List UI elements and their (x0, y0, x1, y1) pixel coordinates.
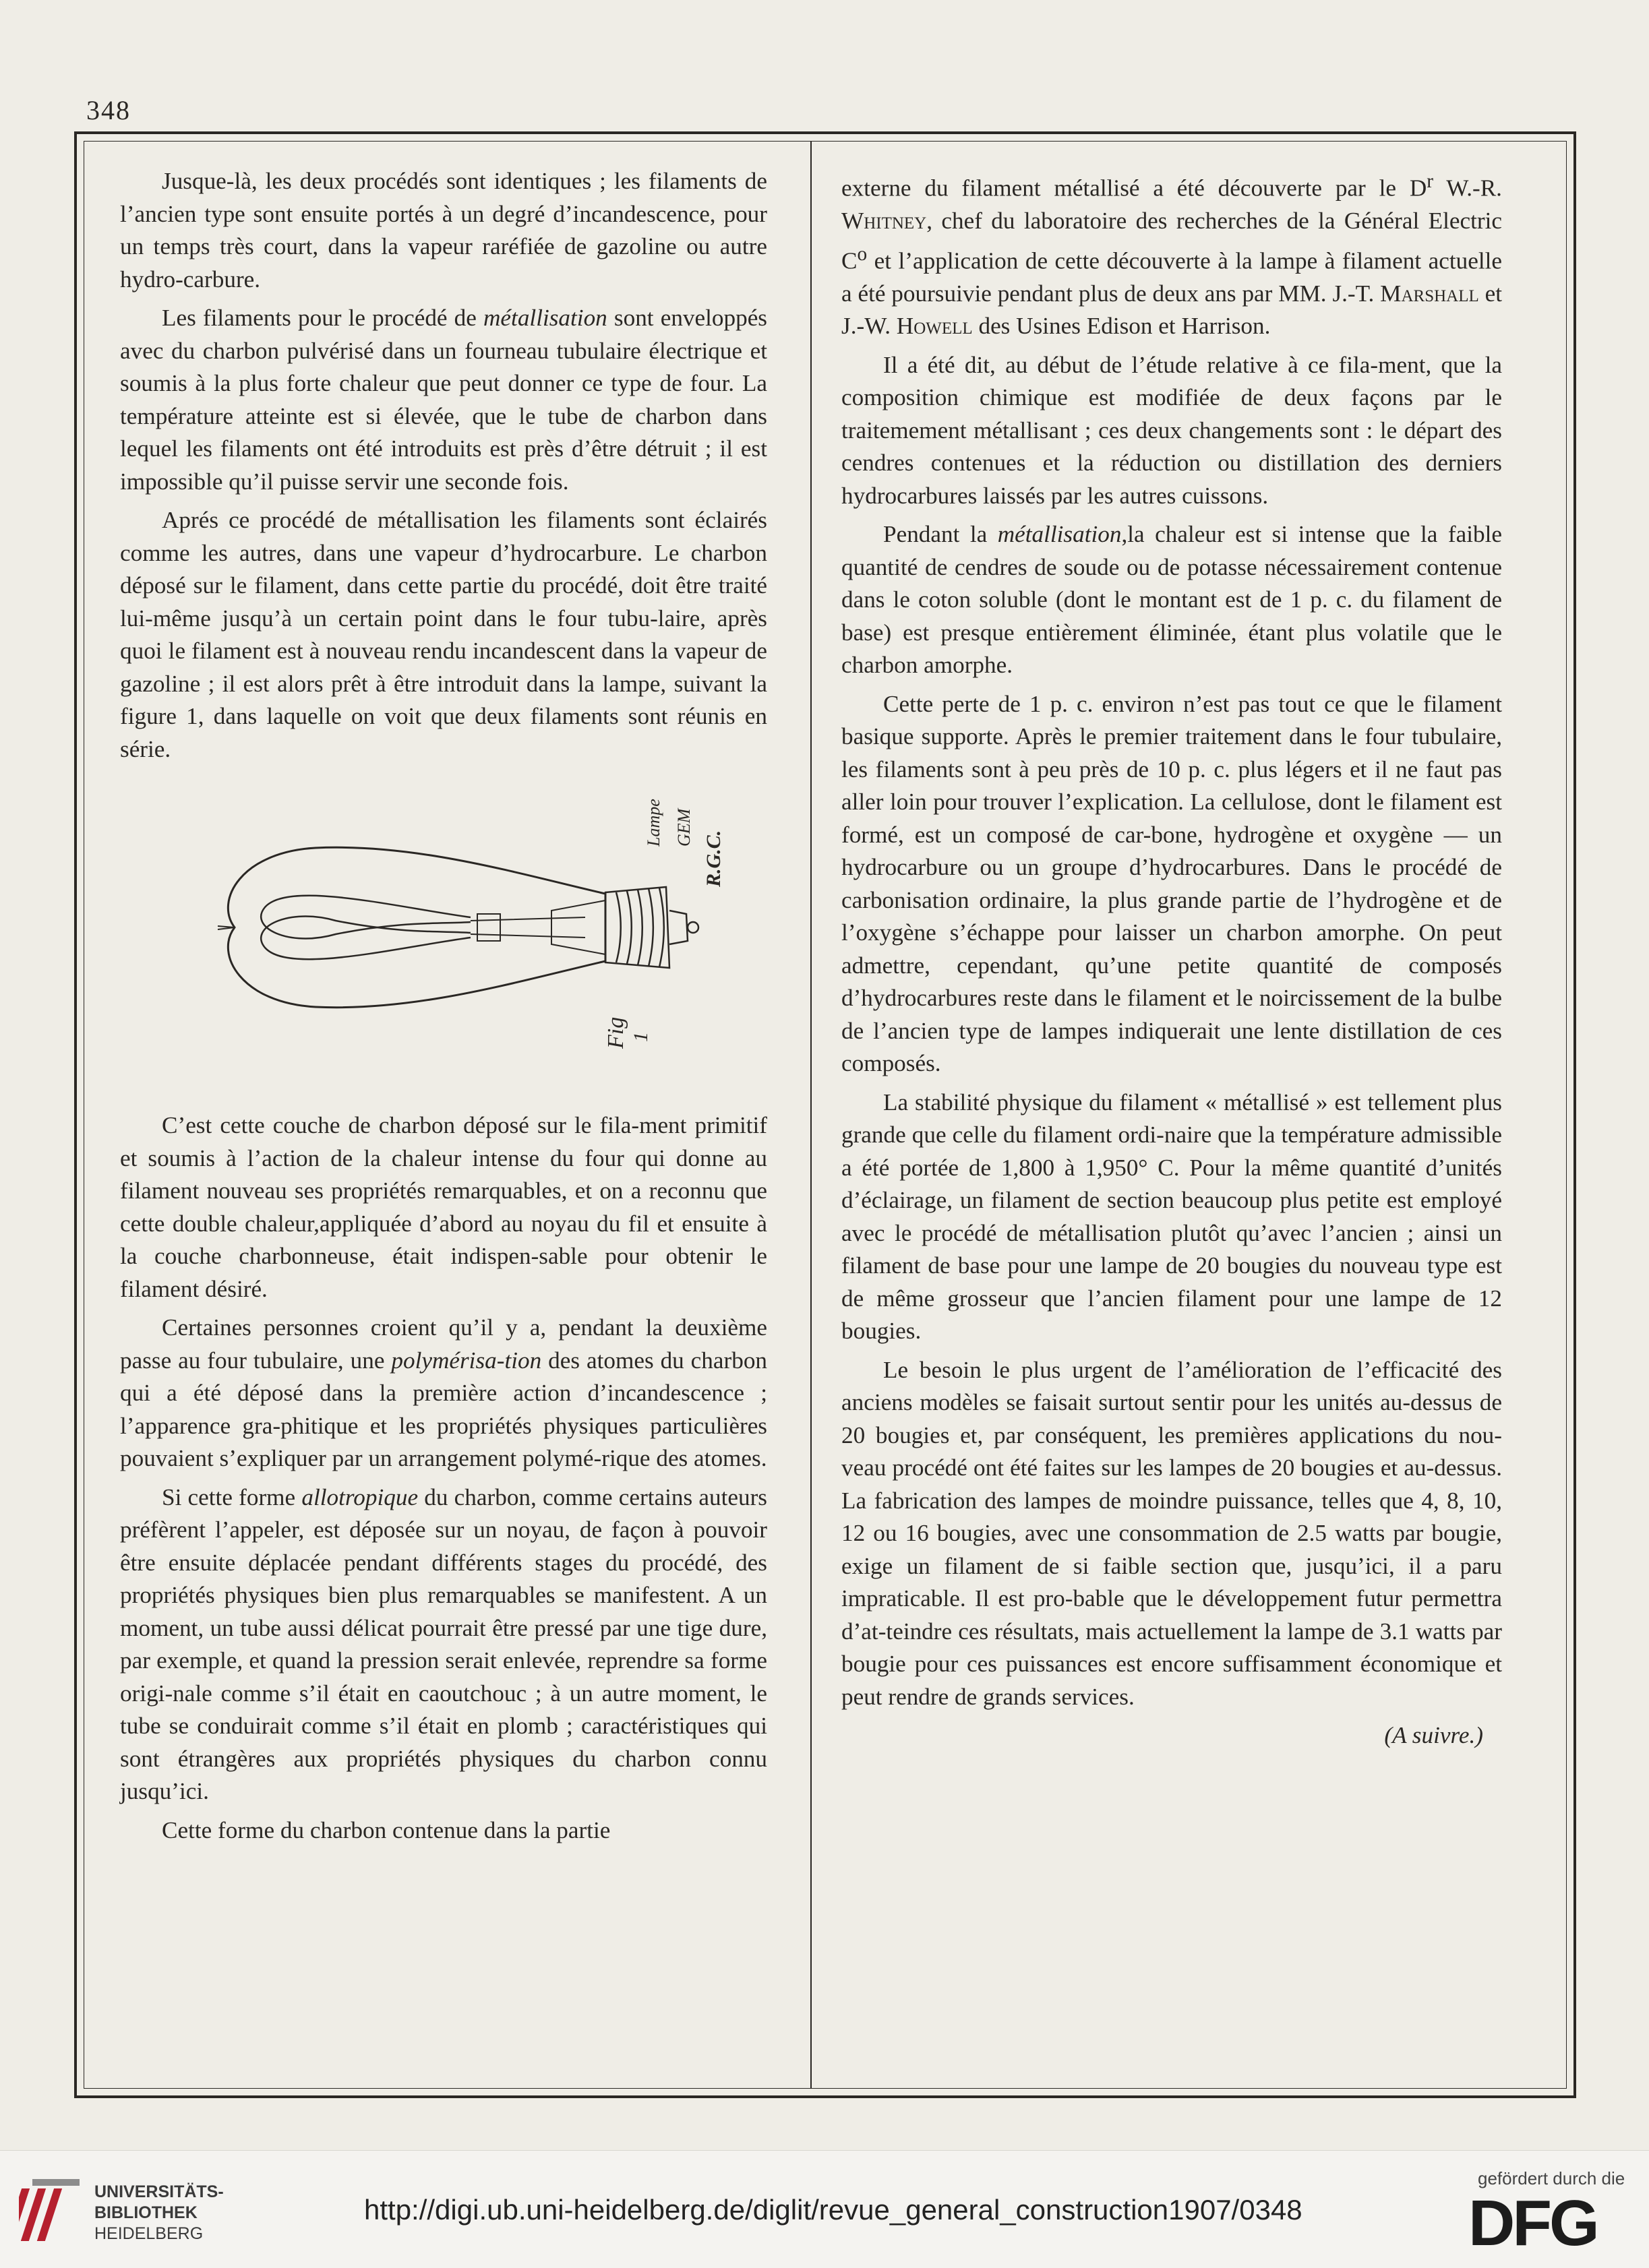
right-paragraph-3: Pendant la métallisation,la chaleur est si intense que la faible quantité de cendres de soude ou de potasse nécessairement contenue dans le coton soluble (dont le montant est de 1 p. c. du filament de base) est presque entièrement éliminée, étant plus volatile que le charbon amorphe. (841, 521, 1502, 679)
page-number: 348 (86, 95, 131, 125)
right-column (841, 165, 1502, 1752)
left-paragraph-7: Cette forme du charbon contenue dans la partie (162, 1816, 611, 1843)
small-caps-name: Howell (896, 313, 973, 340)
column-divider (810, 141, 812, 2089)
filament-clamp (477, 914, 500, 941)
label-fig-number: 1 (630, 1032, 652, 1042)
bulb-neck (551, 900, 605, 954)
dfg-logo-icon (1468, 2193, 1623, 2253)
bulb-tip (218, 926, 235, 929)
label-fig: Fig (603, 1016, 628, 1049)
label-lampe: Lampe (644, 799, 663, 847)
right-paragraph-4: Cette perte de 1 p. c. environ n’est pas tout ce que le filament basique supporte. Après le premier traitement dans le four tubulaire, les filaments sont à peu près de 10 p. c. plus légers et il ne faut pas aller loin pour trouver l’explication. La cellulose, dont le filament est formé, est un composé de car-bone, hydrogène et oxygène — un hydrocarbure ou un groupe d’hydrocarbures. Dans le procédé de carbonisation ordinaire, la plus grande partie de l’hydrogène et de l’oxygène s’échappe pour laisser un charbon amorphe. On peut admettre, cependant, qu’une petite quantité de composés d’hydrocarbures reste dans le filament et le noircissement de la bulbe de l’ancien type de lampes indiquerait une lente distillation de ces composés. (841, 690, 1502, 1077)
small-caps-name: Whitney (841, 208, 927, 235)
italic-term: allotropique (301, 1483, 419, 1510)
left-paragraph-6: Si cette forme allotropique du charbon, comme certains auteurs préfèrent l’appeler, est déposée sur un noyau, de façon à pouvoir être ensuite déplacée pendant différents stages du procédé, des propriétés physiques bien plus remarquables se manifestent. A un moment, un tube aussi délicat pourrait être pressé par une tige dure, par exemple, et quand la pression serait enlevée, reprendre sa forme origi-nale comme s’il était en caoutchouc ; à un autre moment, le tube se conduirait comme s’il était en plomb ; caractéristiques qui sont étrangères aux propriétés physiques du charbon connu jusqu’ici. (120, 1483, 767, 1804)
filament-leads (471, 917, 585, 938)
screw-base (605, 887, 698, 968)
sponsor-text: gefördert durch die (1478, 2168, 1625, 2188)
lamp-drawing (120, 793, 767, 1076)
permalink-url[interactable]: http://digi.ub.uni-heidelberg.de/diglit/revue_general_construction1907/0348 (364, 2194, 1302, 2226)
left-paragraph-1: Jusque-là, les deux procédés sont identiques ; les filaments de l’ancien type sont ensuite portés à un degré d’incandescence, pour un temps très court, dans la vapeur raréfiée de gazoline ou autre hydro-carbure. (120, 168, 767, 293)
italic-term: métallisation (483, 305, 607, 331)
right-paragraph-6: Le besoin le plus urgent de l’amélioration de l’efficacité des anciens modèles se faisait surtout sentir pour les unités au-dessus de 20 bougies et, par conséquent, les premières applications du nou-veau procédé ont été faites sur les lampes de 20 bougies et au-dessus. La fabrication des lampes de moindre puissance, telles que 4, 8, 10, 12 ou 16 bougies, avec une consommation de 2.5 watts par bougie, exige un filament de si faible section que, jusqu’ici, il a paru impraticable. Il est pro-bable que le développement futur permettra d’at-teindre ces résultats, mais actuellement la lampe de 3.1 watts par bougie pour ces puissances est encore suffisamment économique et peut rendre de grands services. (841, 1356, 1502, 1710)
bulb-outline (228, 847, 605, 1007)
left-paragraph-2: Les filaments pour le procédé de métallisation sont enveloppés avec du charbon pulvérisé dans un fourneau tubulaire électrique et soumis à la plus forte chaleur que peut donner ce type de four. La température atteinte est si élevée, que le tube de charbon dans lequel les filaments ont été introduits est près d’être détruit ; il est impossible qu’il puisse servir une seconde fois. (120, 305, 768, 495)
left-paragraph-3: Aprés ce procédé de métallisation les filaments sont éclairés comme les autres, dans une vapeur d’hydrocarbure. Le charbon déposé sur le filament, dans cette partie du procédé, doit être traité lui-même jusqu’à un certain point dans le four tubu-laire, après quoi le filament est à nouveau rendu incandescent dans la vapeur de gazoline ; il est alors prêt à être introduit dans la lampe, suivant la figure 1, dans laquelle on voit que deux filaments sont réunis en série. (120, 507, 767, 762)
left-paragraph-4: C’est cette couche de charbon déposé sur le fila-ment primitif et soumis à l’action de la chaleur intense du four qui donne au filament nouveau ses propriétés remarquables, et on a reconnu que cette double chaleur,appliquée d’abord au noyau du fil et ensuite à la couche charbonneuse, était indispen-sable pour obtenir le filament désiré. (120, 1112, 767, 1302)
to-be-continued-note: (A suivre.) (1384, 1722, 1483, 1749)
left-paragraph-5: Certaines personnes croient qu’il y a, pendant la deuxième passe au four tubulaire, une polymérisa-tion des atomes du charbon qui a été déposé dans la première action d’incandescence ; l’apparence gra-phitique et les propriétés physiques particulières pouvaient s’expliquer par un arrangement polymé-rique des atomes. (120, 1314, 768, 1471)
left-column (120, 165, 767, 1853)
digitization-footer (0, 2150, 1649, 2268)
italic-term: polymérisa-tion (391, 1347, 542, 1374)
label-rgc: R.G.C. (702, 830, 725, 887)
italic-term: métallisation (997, 521, 1122, 548)
svg-text:DFG: DFG (1468, 2193, 1597, 2253)
right-paragraph-1: externe du filament métallisé a été découverte par le $D^r$ W.-R. Whitney, chef du laboratoire des recherches de la Général Electric $C^o$ et l’application de cette découverte à la lampe à filament actuelle a été poursuivie pendant plus de deux ans par MM. J.-T. Marshall et J.-W. Howell des Usines Edison et Harrison. (841, 171, 1502, 340)
label-gem: GEM (674, 808, 694, 847)
small-caps-name: Marshall (1380, 280, 1479, 307)
figure-1-lamp-illustration (120, 793, 767, 1076)
right-paragraph-2: Il a été dit, au début de l’étude relative à ce fila-ment, que la composition chimique est modifiée de deux façons par le traitemement métallisant ; ces deux changements sont : le départ des cendres contenues et la réduction ou distillation des derniers hydrocarbures laissés par les autres cuissons. (841, 351, 1502, 509)
right-paragraph-5: La stabilité physique du filament « métallisé » est tellement plus grande que celle du filament ordi-naire que la température admissible a été portée de 1,800 à 1,950° C. Pour la même quantité d’unités d’éclairage, un filament de section beaucoup plus petite est employé avec le procédé de métallisation plutôt qu’avec l’ancien ; ainsi un filament de base pour une lampe de 20 bougies du nouveau type est de même grosseur que l’ancien filament pour une lampe de 12 bougies. (841, 1089, 1502, 1345)
institution-name: UNIVERSITÄTS- BIBLIOTHEK HEIDELBERG (94, 2182, 224, 2243)
university-library-logo-icon (19, 2176, 89, 2246)
